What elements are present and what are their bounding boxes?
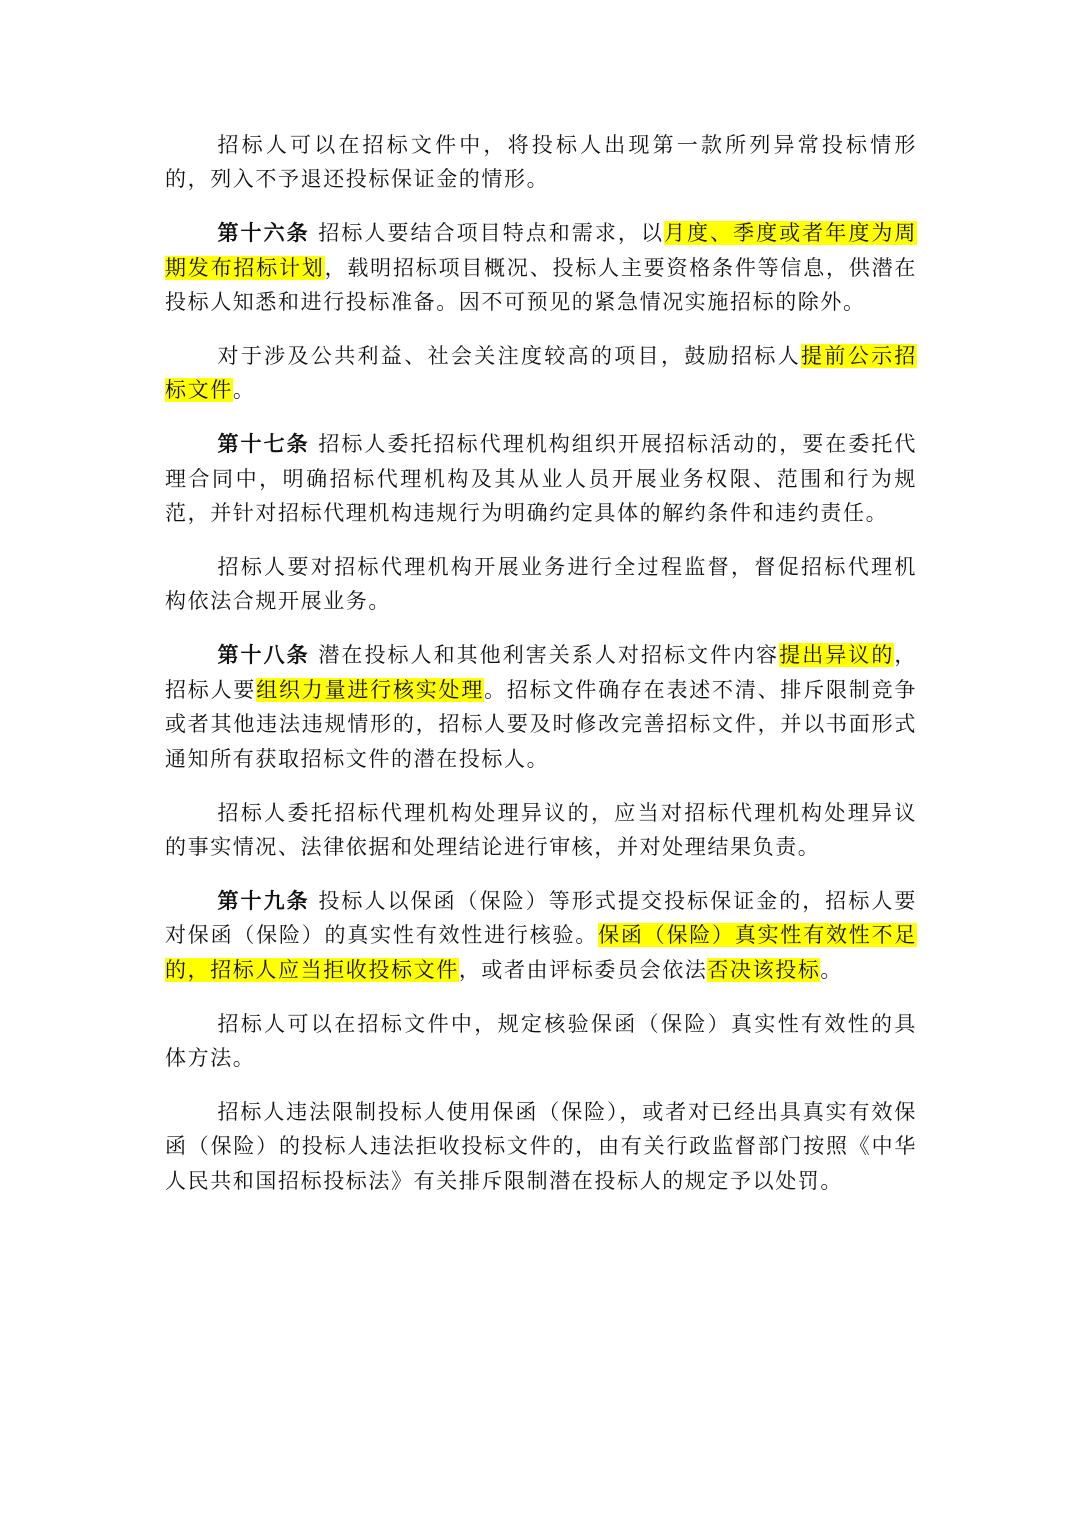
highlighted-text: 否决该投标 (707, 957, 821, 982)
paragraph (165, 550, 917, 619)
paragraph-text: 投标人以保函（保险）等形式提交投标保证金的，招标人要对保函（保险）的真实性有效性进行核验。 (165, 888, 918, 948)
paragraph (165, 1007, 917, 1076)
paragraph-article-17 (165, 427, 917, 530)
highlighted-text: 提出异议的 (779, 643, 895, 668)
paragraph (165, 339, 917, 408)
paragraph-text: 招标人可以在招标文件中，规定核验保函（保险）真实性有效性的具体方法。 (165, 1011, 917, 1070)
document-body (165, 128, 917, 1218)
paragraph-text: 潜在投标人和其他利害关系人对招标文件内容 (309, 643, 780, 668)
paragraph-article-16 (165, 216, 917, 319)
paragraph-text: ，载明招标项目概况、投标人主要资格条件等信息，供潜在投标人知悉和进行投标准备。因不可预见的紧急情况实施招标的除外。 (165, 255, 917, 315)
highlighted-text: 月度、季度或者年度为周期发布招标计划 (165, 221, 918, 280)
paragraph-text: ，或者由评标委员会依法 (458, 957, 708, 982)
paragraph-text: 招标人委托招标代理机构组织开展招标活动的，要在委托代理合同中，明确招标代理机构及其从业人员开展业务权限、范围和行为规范，并针对招标代理机构违规行为明确约定具体的解约条件和违约责任。 (165, 432, 918, 526)
paragraph-text: 招标人违法限制投标人使用保函（保险），或者对已经出具真实有效保函（保险）的投标人违法拒收投标文件的，由有关行政监督部门按照《中华人民共和国招标投标法》有关排斥限制潜在投标人的规定予以处罚。 (165, 1099, 917, 1193)
paragraph-text: 招标人要对招标代理机构开展业务进行全过程监督，督促招标代理机构依法合规开展业务。 (165, 555, 917, 614)
paragraph-text: 招标人可以在招标文件中，将投标人出现第一款所列异常投标情形的，列入不予退还投标保证金的情形。 (165, 133, 917, 192)
paragraph (165, 1095, 917, 1198)
paragraph-text: 。招标文件确存在表述不清、排斥限制竞争或者其他违法违规情形的，招标人要及时修改完善招标文件，并以书面形式通知所有获取招标文件的潜在投标人。 (165, 677, 918, 771)
paragraph-text: 。 (820, 957, 844, 982)
paragraph-text: 招标人要结合项目特点和需求，以 (309, 221, 664, 246)
paragraph-text: 招标人委托招标代理机构处理异议的，应当对招标代理机构处理异议的事实情况、法律依据和处理结论进行审核，并对处理结果负责。 (165, 800, 917, 859)
paragraph (165, 128, 917, 197)
paragraph-text: 对于涉及公共利益、社会关注度较高的项目，鼓励招标人 (217, 344, 802, 369)
highlighted-text: 组织力量进行核实处理 (256, 677, 485, 702)
paragraph-text: ，招标人要 (165, 643, 917, 702)
article-number: 第十七条 (217, 432, 310, 457)
paragraph (165, 796, 917, 865)
paragraph-article-18 (165, 638, 917, 776)
article-number: 第十八条 (217, 643, 310, 668)
article-number: 第十九条 (217, 888, 310, 913)
article-number: 第十六条 (217, 221, 310, 246)
highlighted-text: 保函（保险）真实性有效性不足的，招标人应当拒收投标文件 (165, 923, 917, 982)
highlighted-text: 提前公示招标文件 (165, 344, 918, 403)
paragraph-text: 。 (232, 378, 256, 403)
paragraph-article-19 (165, 884, 917, 987)
